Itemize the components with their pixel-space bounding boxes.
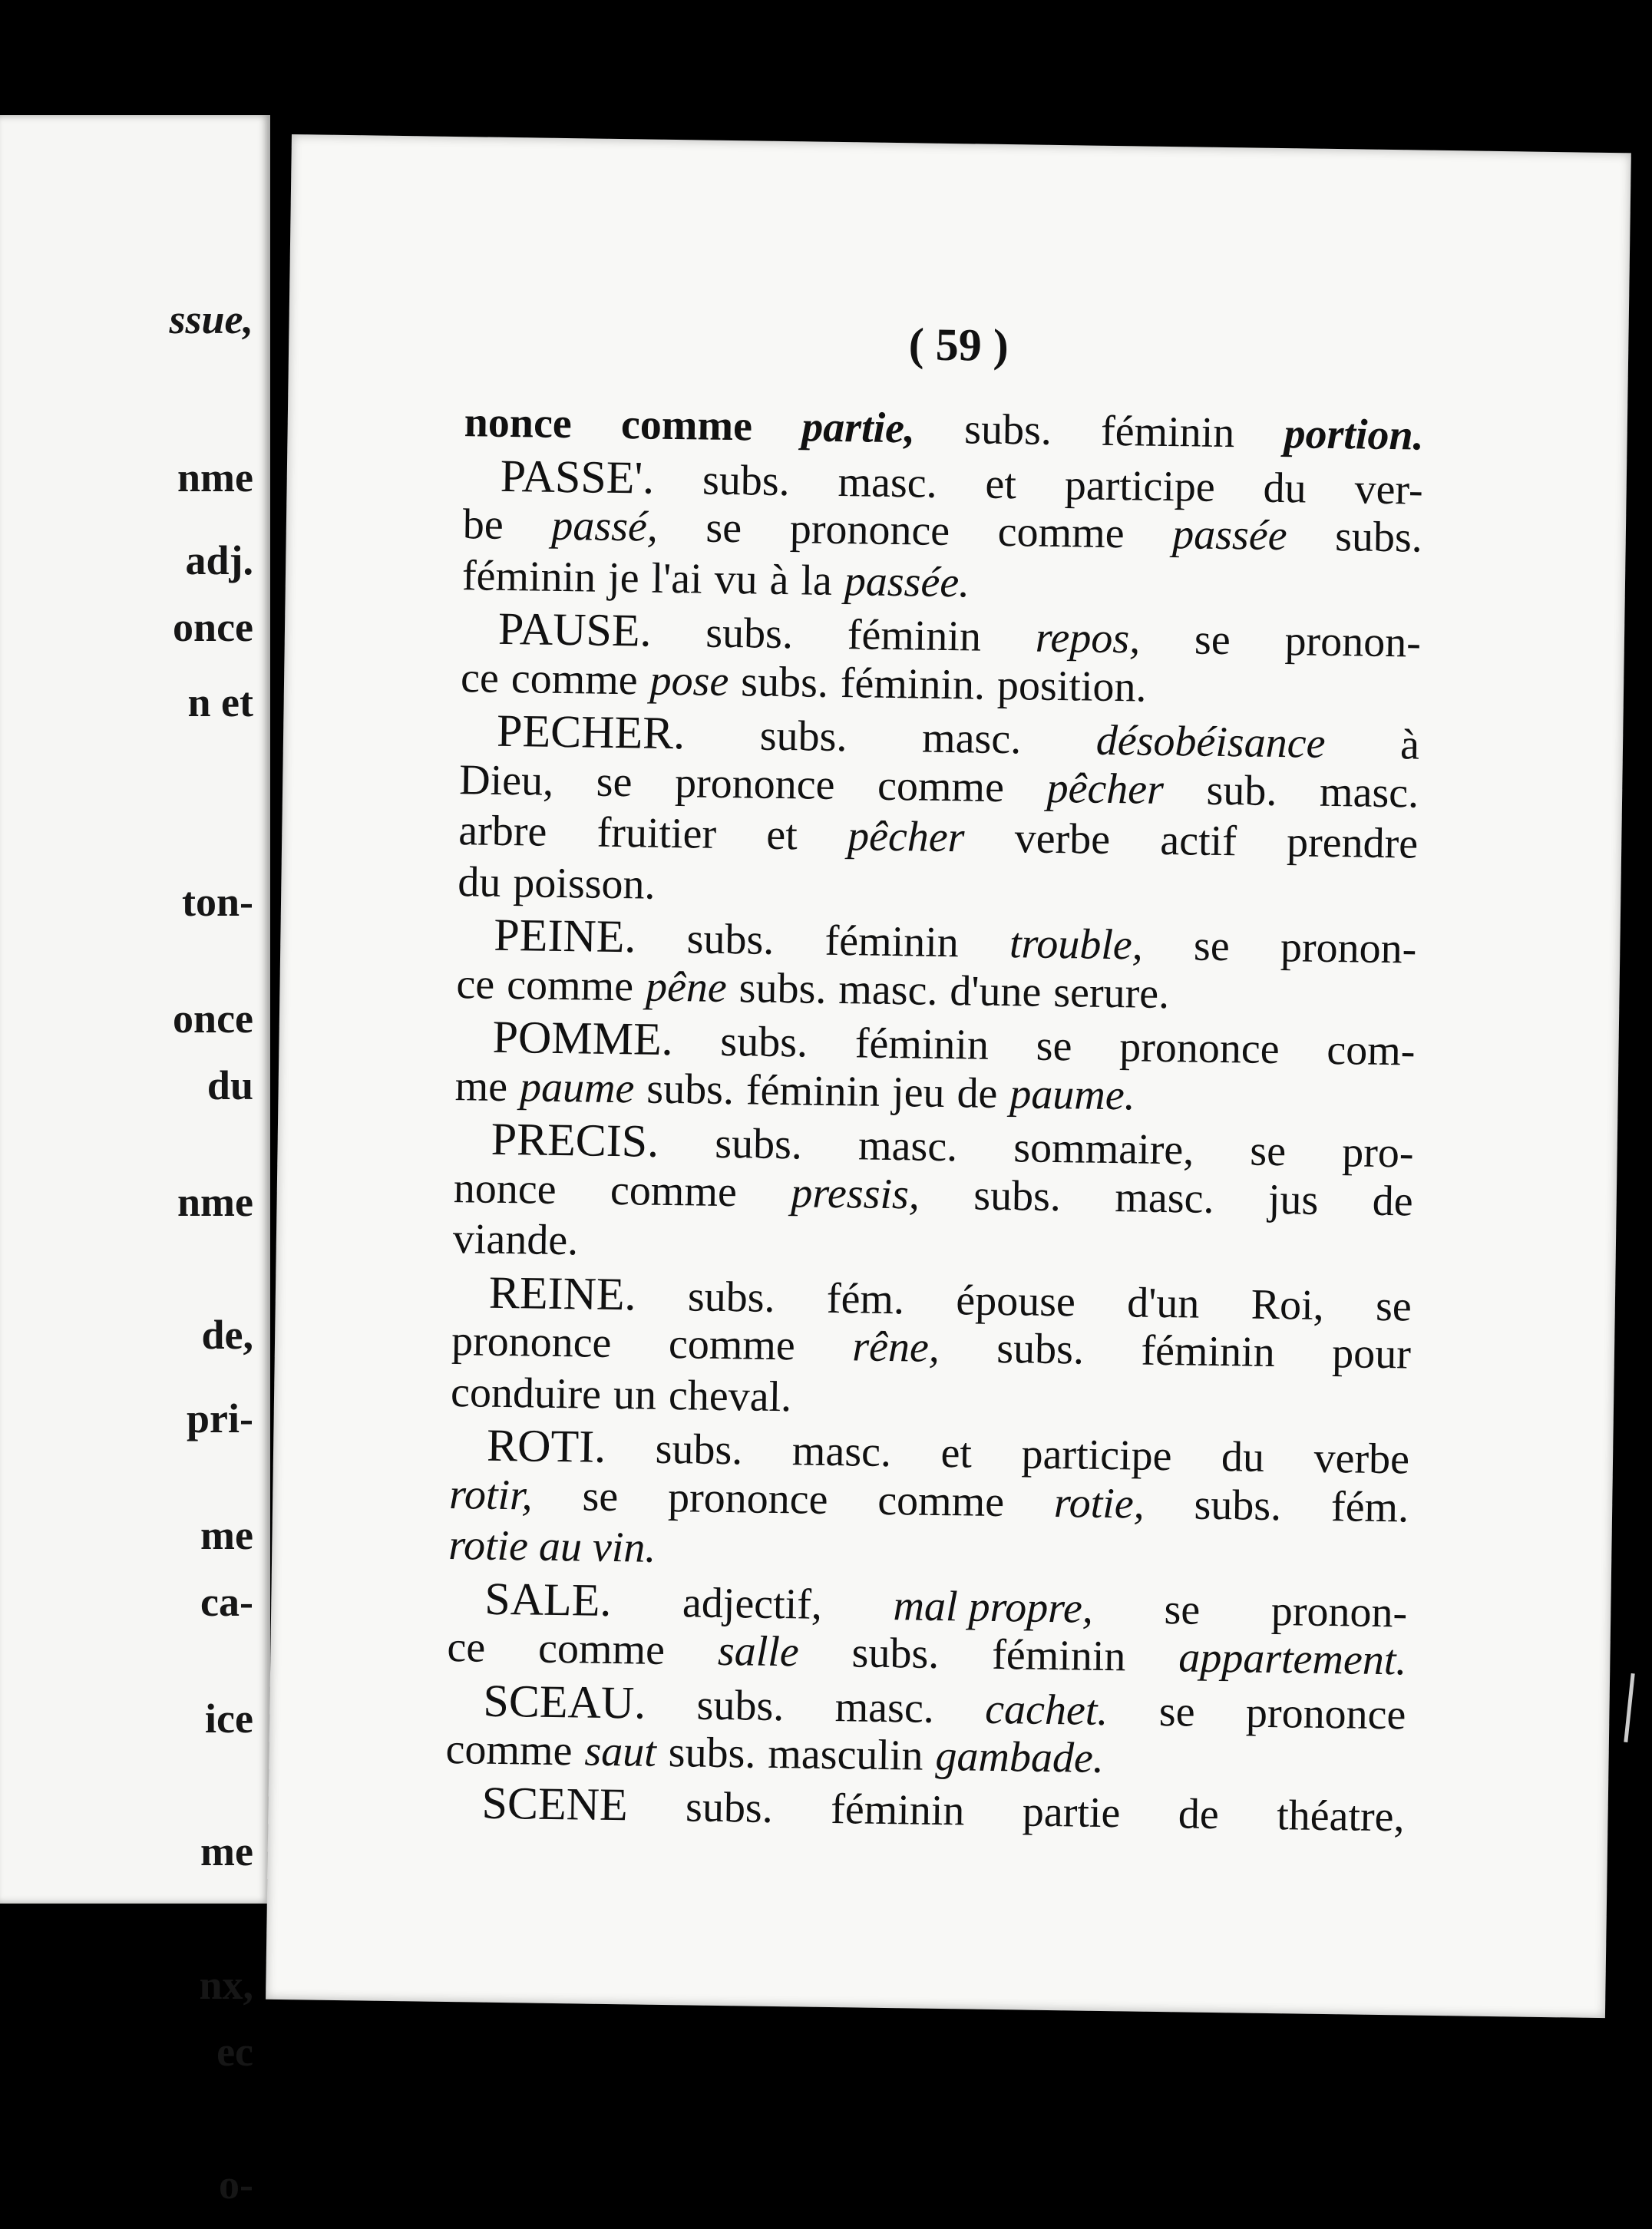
word: ce <box>447 1623 486 1672</box>
word: salle <box>717 1626 800 1676</box>
word: prononce <box>1245 1689 1406 1739</box>
word: se <box>705 504 742 553</box>
word: d'un <box>1126 1278 1200 1328</box>
word: subs. <box>714 1119 803 1169</box>
headword: PAUSE. <box>497 603 653 656</box>
word: passée <box>1171 510 1287 560</box>
left-page-line-fragment: me <box>200 1828 253 1875</box>
left-page-line-fragment: nme <box>177 454 253 500</box>
word: cheval. <box>668 1371 792 1421</box>
word: rêne, <box>851 1323 940 1372</box>
word: conduire <box>450 1368 602 1418</box>
word: viande. <box>452 1215 579 1265</box>
word: comme <box>510 654 639 704</box>
word: mal propre, <box>893 1581 1094 1633</box>
word: subs. <box>687 1272 775 1322</box>
word: subs. <box>655 1425 743 1474</box>
page-number: ( 59 ) <box>908 319 1009 372</box>
word: subs. <box>738 963 827 1013</box>
word: subs. <box>686 915 775 964</box>
word: théatre, <box>1276 1791 1405 1841</box>
word: jus <box>1267 1175 1319 1224</box>
word: comme <box>877 1476 1005 1526</box>
word: subs. <box>759 712 847 761</box>
headword: PEINE. <box>494 909 636 963</box>
word: me <box>454 1062 508 1111</box>
word: se <box>1249 1127 1287 1176</box>
left-page-line-fragment: n et <box>187 679 253 725</box>
headword: PECHER. <box>496 705 686 759</box>
left-page-line-fragment: ec <box>216 2028 253 2075</box>
word: comme <box>997 507 1125 558</box>
word: féminin <box>991 1630 1126 1681</box>
word: sub. <box>1206 766 1277 815</box>
headword: SALE. <box>484 1573 612 1626</box>
word: saut <box>584 1727 657 1776</box>
headword: ROTI. <box>486 1419 606 1472</box>
word: participe <box>1021 1430 1172 1481</box>
word: portion. <box>1284 410 1425 460</box>
word: cachet. <box>984 1685 1108 1735</box>
word: pronon- <box>1284 617 1422 667</box>
word: trouble, <box>1009 920 1144 969</box>
word: nonce <box>453 1164 557 1214</box>
word: féminin <box>745 1065 881 1116</box>
word: féminin <box>854 1019 990 1069</box>
dictionary-text <box>444 398 1424 1840</box>
word: prendre <box>1286 818 1419 868</box>
left-page-fragment <box>0 115 270 2208</box>
word: subs. <box>668 1729 756 1778</box>
headword: SCEAU. <box>483 1675 646 1729</box>
word: com- <box>1326 1025 1416 1075</box>
headword: POMME. <box>492 1011 674 1065</box>
word: subs. <box>963 405 1052 454</box>
word: subs. <box>1194 1481 1282 1530</box>
word: subs. <box>719 1017 808 1067</box>
word: féminin <box>824 916 960 967</box>
word: subs. <box>685 1782 774 1832</box>
left-page-line-fragment: once <box>173 996 253 1042</box>
left-page-line-fragment: du <box>206 1062 253 1108</box>
word: arbre <box>458 807 547 856</box>
left-page-line-fragment: pri- <box>187 1395 253 1441</box>
word: prononce <box>451 1317 612 1367</box>
word: Roi, <box>1251 1280 1325 1329</box>
word: paume. <box>1009 1069 1136 1119</box>
word: passé, <box>550 501 659 551</box>
word: comme <box>877 761 1005 811</box>
word: féminin <box>830 1785 965 1834</box>
word: subs. <box>705 609 794 659</box>
word: comme <box>537 1624 666 1674</box>
word: serure. <box>1052 968 1170 1018</box>
word: gambade. <box>935 1732 1105 1782</box>
word: verbe <box>1014 814 1111 864</box>
word: se <box>582 1471 619 1521</box>
word: fruitier <box>596 808 717 858</box>
word: masc. <box>834 1682 935 1732</box>
word: pronon- <box>1280 923 1417 973</box>
left-page-line-fragment: me <box>200 1511 253 1558</box>
word: fém. <box>826 1274 905 1323</box>
word: pêne <box>645 963 728 1012</box>
word: du <box>1221 1433 1265 1481</box>
word: un <box>613 1370 657 1419</box>
word: prononce <box>1118 1023 1280 1074</box>
word: à <box>769 556 789 604</box>
word: masc. <box>1114 1173 1214 1223</box>
word: participe <box>1064 461 1216 511</box>
word: comme <box>668 1320 796 1370</box>
word: nonce <box>464 398 573 448</box>
word: de <box>1178 1789 1220 1838</box>
word: Dieu, <box>458 755 554 805</box>
word: pêcher <box>1046 764 1165 814</box>
word: d'une <box>949 966 1042 1016</box>
headword: REINE. <box>488 1266 637 1319</box>
left-page-line-fragment: ice <box>205 1695 253 1742</box>
word: position. <box>996 661 1147 712</box>
left-page-line-fragment: nme <box>177 1178 253 1225</box>
word: féminin. <box>840 659 986 709</box>
word: passée. <box>844 556 970 606</box>
word: subs. <box>851 1629 940 1678</box>
word: masculin <box>767 1729 923 1780</box>
word: féminin <box>1141 1326 1276 1377</box>
word: pêcher <box>847 812 965 862</box>
word: vu <box>714 555 758 604</box>
word: masc. <box>1319 768 1419 817</box>
word: de <box>957 1068 998 1118</box>
word: adjectif, <box>682 1578 823 1629</box>
word: appartement. <box>1178 1633 1407 1685</box>
left-page-line-fragment: ca- <box>200 1578 253 1625</box>
word: masc. <box>791 1427 892 1477</box>
word: repos, <box>1035 613 1141 663</box>
word: subs. <box>702 456 791 505</box>
right-page <box>266 134 1631 2018</box>
word: ce <box>460 653 500 702</box>
word: comme <box>610 1166 738 1216</box>
word: prononce <box>674 758 835 809</box>
word: masc. <box>857 1121 958 1171</box>
left-page-line-fragment: adj. <box>185 537 253 584</box>
word: rotie au vin. <box>448 1521 656 1572</box>
word: paume <box>519 1062 635 1112</box>
word: pronon- <box>1270 1587 1408 1636</box>
word: désobéisance <box>1095 716 1326 768</box>
word: se <box>1375 1282 1412 1331</box>
word: partie, <box>801 403 916 453</box>
word: épouse <box>955 1276 1076 1326</box>
word: masc. <box>921 714 1022 764</box>
word: et <box>985 460 1017 508</box>
word: du <box>1263 464 1307 512</box>
left-page-line-fragment: ssue, <box>169 296 253 342</box>
word: rotie, <box>1053 1478 1145 1528</box>
word: pose <box>649 656 729 705</box>
left-page-line-fragment: ton- <box>182 879 253 926</box>
word: la <box>801 556 833 605</box>
word: subs. <box>696 1681 785 1730</box>
word: se <box>1193 922 1231 971</box>
word: jeu <box>891 1068 946 1117</box>
word: comme <box>445 1725 573 1775</box>
word: féminin <box>847 611 982 661</box>
word: prononce <box>667 1473 828 1524</box>
word: je <box>607 553 640 602</box>
word: se <box>1164 1585 1201 1634</box>
word: subs. <box>646 1065 735 1114</box>
word: se <box>1036 1022 1072 1071</box>
word: à <box>1399 721 1420 769</box>
word: poisson. <box>512 858 656 909</box>
word: pour <box>1331 1329 1412 1379</box>
word: subs. <box>973 1171 1062 1220</box>
word: pressis, <box>790 1168 920 1219</box>
left-page-line-fragment: once <box>173 604 253 651</box>
word: ce <box>456 959 495 1009</box>
word: verbe <box>1313 1434 1410 1484</box>
word: subs. <box>1334 513 1423 562</box>
word: l'ai <box>651 554 703 603</box>
word: masc. <box>838 965 938 1015</box>
word: prononce <box>789 505 950 556</box>
left-page-line-fragment: de, <box>201 1312 253 1359</box>
headword: PASSE'. <box>500 450 655 504</box>
word: subs. <box>740 657 829 707</box>
headword: SCENE <box>481 1777 629 1830</box>
edge-mark <box>1624 1673 1634 1742</box>
word: et <box>940 1428 973 1478</box>
word: féminin <box>461 551 596 602</box>
word: se <box>1194 616 1231 665</box>
word: rotir, <box>448 1470 534 1520</box>
word: sommaire, <box>1013 1124 1194 1174</box>
word: se <box>596 758 633 806</box>
word: de <box>1372 1177 1414 1226</box>
headword: PRECIS. <box>491 1113 659 1167</box>
word: comme <box>506 960 634 1010</box>
word: et <box>765 811 798 860</box>
word: actif <box>1159 816 1237 866</box>
left-page-line-fragment: o- <box>219 2161 253 2208</box>
word: pro- <box>1341 1128 1414 1177</box>
word: comme <box>620 401 753 451</box>
word: subs. <box>996 1324 1085 1374</box>
word: partie <box>1022 1788 1121 1837</box>
word: du <box>457 857 501 906</box>
word: féminin <box>1100 407 1235 457</box>
left-page-line-fragment: nx, <box>199 1961 253 2008</box>
word: se <box>1158 1687 1195 1736</box>
word: masc. <box>838 457 938 507</box>
word: ver- <box>1354 464 1424 514</box>
word: fém. <box>1330 1482 1409 1531</box>
word: be <box>462 500 504 549</box>
